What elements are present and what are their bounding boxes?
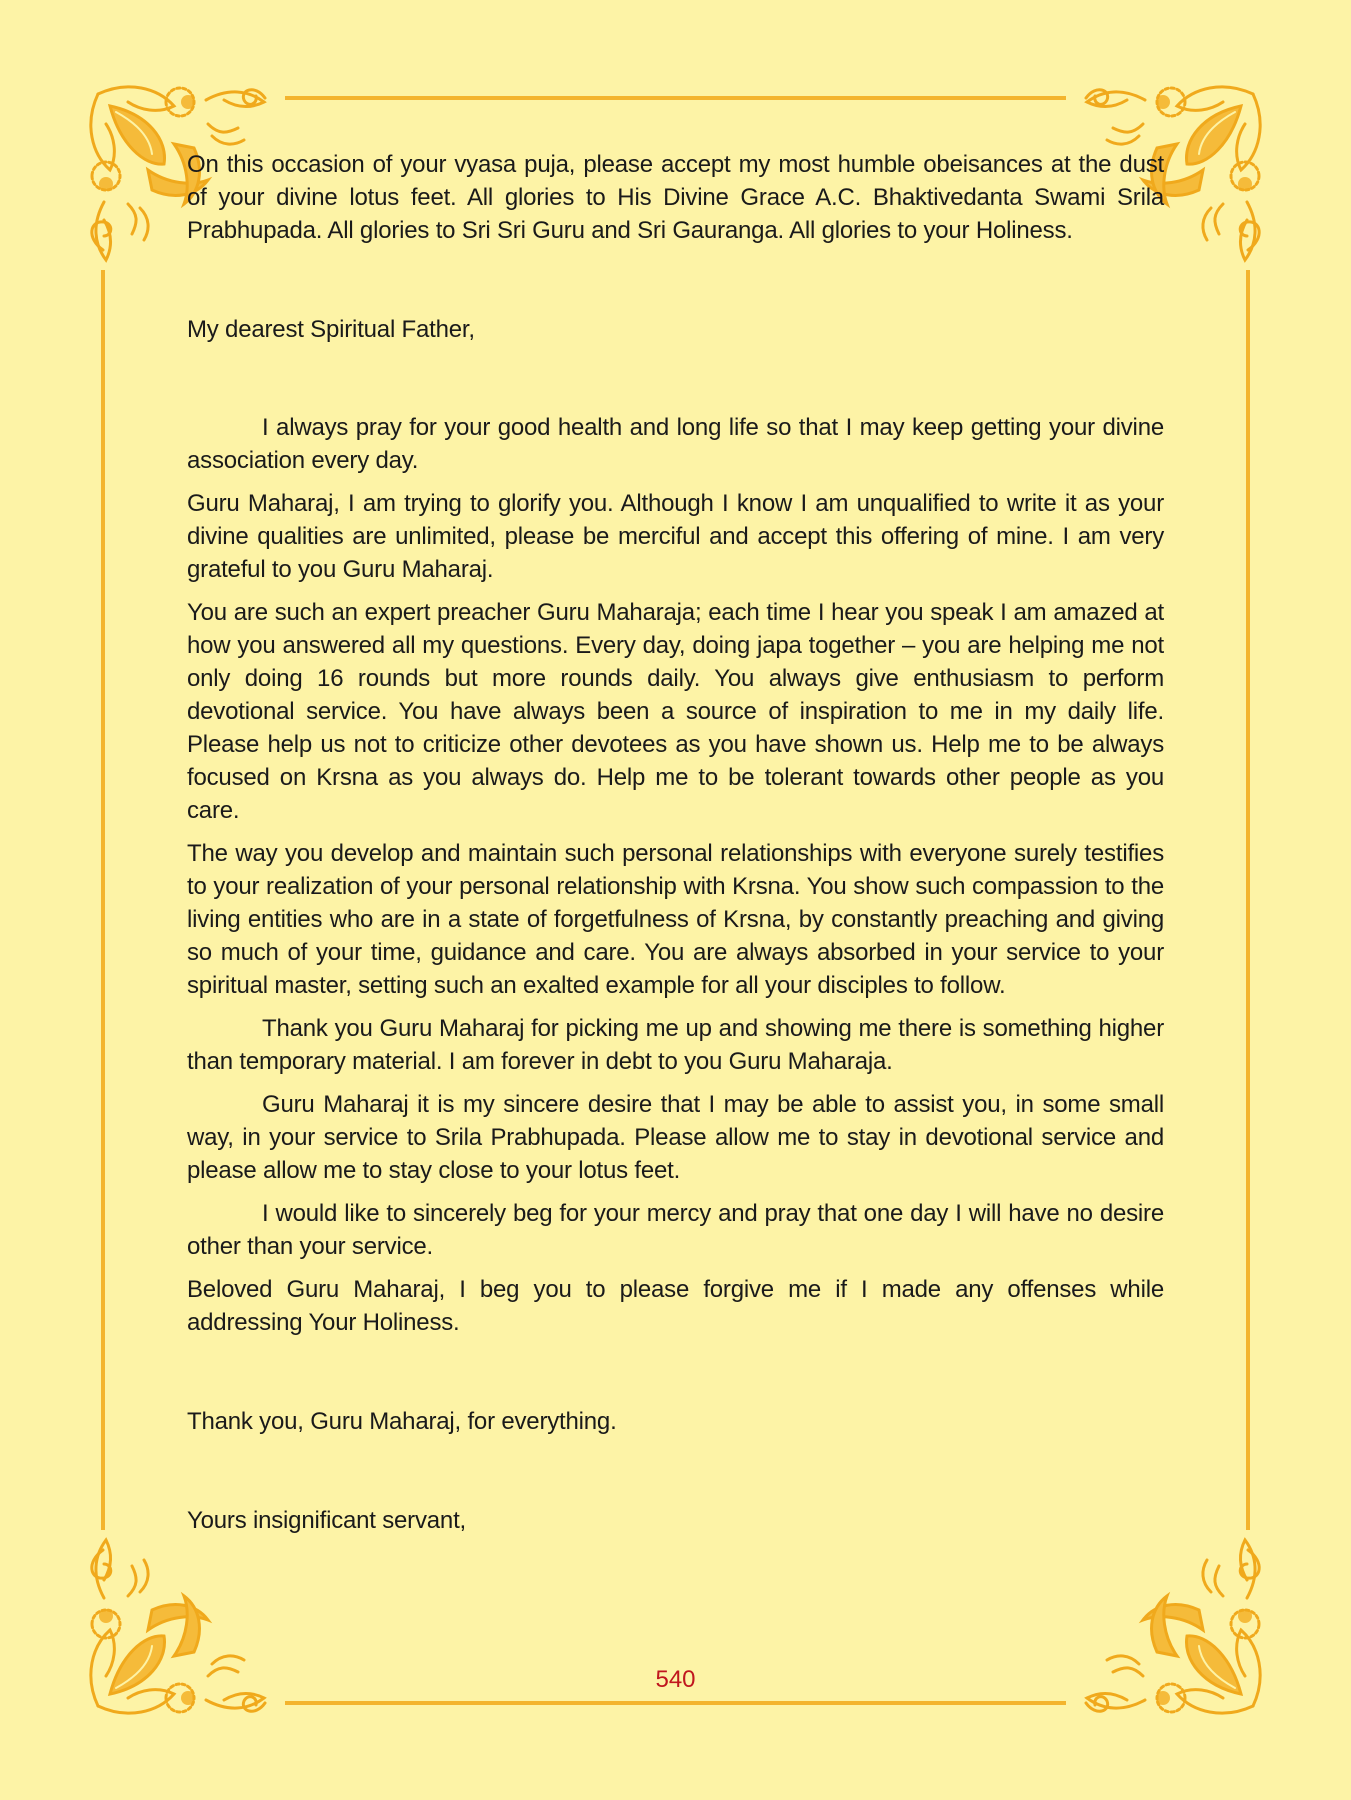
page-number: 540 <box>655 1666 696 1693</box>
paragraph-3: You are such an expert preacher Guru Maharaja; each time I hear you speak I am amazed at how you answered all my questions. Every day, doing japa together – you are helping me not only doing 16 rounds but more rounds daily. You always give enthusiasm to perform devotional service. You have always been a source of inspiration to me in my daily life. Please help us not to criticize other devotees as you have shown us. Help me to be always focused on Krsna as you always do. Help me to be tolerant towards other people as you care. <box>187 599 1164 824</box>
paragraph-6: Guru Maharaj it is my sincere desire that I may be able to assist you, in some small way, in your service to Srila Prabhupada. Please allow me to stay in devotional service and please allow me to stay close to your lotus feet. <box>187 1091 1164 1184</box>
salutation: My dearest Spiritual Father, <box>187 316 475 343</box>
paragraph-5: Thank you Guru Maharaj for picking me up and showing me there is something higher than temporary material. I am forever in debt to you Guru Maharaja. <box>187 1015 1164 1075</box>
paragraph-1: I always pray for your good health and long life so that I may keep getting your divine association every day. <box>187 414 1164 474</box>
paragraph-2: Guru Maharaj, I am trying to glorify you. Although I know I am unqualified to write it as your divine qualities are unlimited, please be merciful and accept this offering of mine. I am very grateful to you Guru Maharaj. <box>187 490 1164 583</box>
thanks-line: Thank you, Guru Maharaj, for everything. <box>187 1408 617 1435</box>
paragraph-8: Beloved Guru Maharaj, I beg you to please forgive me if I made any offenses while addressing Your Holiness. <box>187 1276 1164 1336</box>
closing-line: Yours insignificant servant, <box>187 1507 467 1534</box>
letter-body <box>187 148 1164 1537</box>
opening-paragraph: On this occasion of your vyasa puja, please accept my most humble obeisances at the dust of your divine lotus feet. All glories to His Divine Grace A.C. Bhaktivedanta Swami Srila Prabhupada. All glories to Sri Sri Guru and Sri Gauranga. All glories to your Holiness. <box>187 151 1164 244</box>
paragraph-7: I would like to sincerely beg for your mercy and pray that one day I will have no desire other than your service. <box>187 1200 1164 1260</box>
paragraph-4: The way you develop and maintain such personal relationships with everyone surely testifies to your realization of your personal relationship with Krsna. You show such compassion to the living entities who are in a state of forgetfulness of Krsna, by constantly preaching and giving so much of your time, guidance and care. You are always absorbed in your service to your spiritual master, setting such an exalted example for all your disciples to follow. <box>187 840 1164 999</box>
